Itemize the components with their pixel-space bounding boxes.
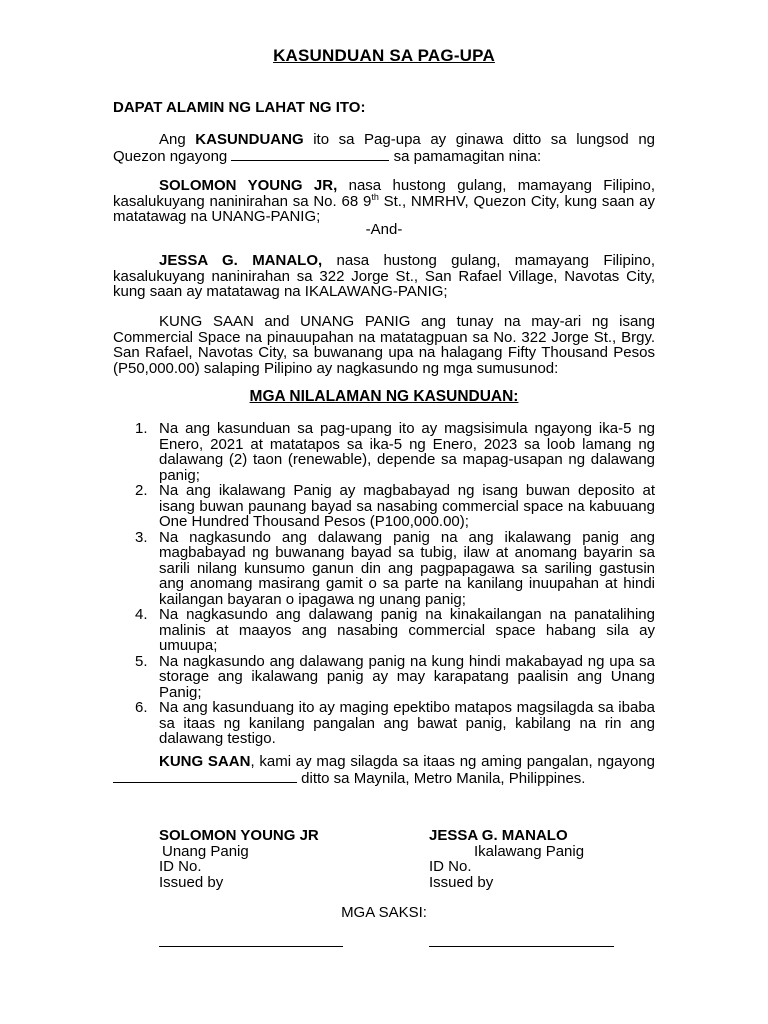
signatory-id: ID No. bbox=[159, 858, 202, 875]
paragraph-opening: Ang KASUNDUANG ito sa Pag-upa ay ginawa ditto sa lungsod ng Quezon ngayong sa pamamagitan nina: bbox=[113, 131, 656, 165]
list-item: 4. Na nagkasundo ang dalawang panig na kinakailangan na panatalihing malinis at maayos ang nasabing commercial space habang sila ay umuupa; bbox=[135, 606, 655, 654]
list-item: 5. Na nagkasundo ang dalawang panig na kung hindi makabayad ng upa sa storage ang ikalawang panig ay may karapatang paalisin ang Unang Panig; bbox=[135, 652, 655, 701]
kasunduang-word: KASUNDUANG bbox=[195, 131, 304, 148]
signing-date-blank-line bbox=[113, 770, 297, 783]
list-item: 3. Na nagkasundo ang dalawang panig na ang ikalawang panig ang magbabayad ng buwanang bayad sa tubig, ilaw at anomang bayarin sa sarili nilang kunsumo ganun din ang pagpapagawa sa sariling gastusin ang anomang masirang gamit o sa parte na kanilang inuupahan at hindi kailangan bayaran o ipagawa ng unang panig; bbox=[135, 528, 655, 608]
signatory-first-party bbox=[159, 828, 319, 890]
kung-saan-word: KUNG SAAN bbox=[159, 753, 251, 770]
terms-list bbox=[113, 421, 655, 747]
witness-signature-line-right bbox=[429, 946, 614, 947]
list-item: 6. Na ang kasunduang ito ay maging epektibo matapos magsilagda sa ibaba sa itaas ng kanilang pangalan ang bawat panig, kabilang na rin ang dalawang testigo. bbox=[135, 699, 655, 747]
signatory-issued-by: Issued by bbox=[429, 873, 494, 891]
paragraph-first-party: SOLOMON YOUNG JR, nasa hustong gulang, mamayang Filipino, kasalukuyang naninirahan sa No. 68 9th St., NMRHV, Quezon City, kung saan ay matatawag na UNANG-PANIG; bbox=[113, 177, 655, 225]
signatory-issued-by: Issued by bbox=[159, 873, 224, 891]
second-party-name: JESSA G. MANALO, bbox=[159, 252, 323, 269]
list-item: 1. Na ang kasunduan sa pag-upang ito ay magsisimula ngayong ika-5 ng Enero, 2021 at matatapos sa ika-5 ng Enero, 2023 sa loob lamang ng dalawang (2) taon (renewable), depende sa mapag-usapan ng dalawang panig; bbox=[135, 420, 655, 484]
signatory-second-party bbox=[429, 828, 584, 890]
terms-heading: MGA NILALAMAN NG KASUNDUAN: bbox=[249, 388, 519, 405]
signatory-name: JESSA G. MANALO bbox=[429, 827, 568, 844]
witness-signature-line-left bbox=[159, 946, 343, 947]
first-party-name: SOLOMON YOUNG JR, bbox=[159, 177, 338, 194]
signatory-id: ID No. bbox=[429, 858, 472, 875]
paragraph-second-party: JESSA G. MANALO, nasa hustong gulang, mamayang Filipino, kasalukuyang naninirahan sa 322 Jorge St., San Rafael Village, Navotas City, kung saan ay matatawag na IKALAWANG-PANIG; bbox=[113, 252, 656, 300]
witnesses-label: MGA SAKSI: bbox=[341, 904, 427, 921]
paragraph-whereas: KUNG SAAN and UNANG PANIG ang tunay na may-ari ng isang Commercial Space na pinauupahan na matatagpuan sa No. 322 Jorge St., Brgy. San Rafael, Navotas City, sa buwanang upa na halagang Fifty Thousand Pesos (P50,000.00) salaping Pilipino ay nagkasundo ng mga sumusunod: bbox=[113, 313, 655, 377]
list-item: 2. Na ang ikalawang Panig ay magbabayad ng isang buwan deposito at isang buwan paunang bayad sa nasabing commercial space na kabuuang One Hundred Thousand Pesos (P100,000.00); bbox=[135, 482, 655, 530]
paragraph-closing: KUNG SAAN, kami ay mag silagda sa itaas ng aming pangalan, ngayong ditto sa Maynila, Metro Manila, Philippines. bbox=[113, 754, 655, 786]
document-title: KASUNDUAN SA PAG-UPA bbox=[273, 46, 495, 65]
signatory-name: SOLOMON YOUNG JR bbox=[159, 827, 319, 844]
signatory-role: Unang Panig bbox=[162, 842, 249, 860]
intro-heading: DAPAT ALAMIN NG LAHAT NG ITO: bbox=[113, 99, 366, 116]
and-separator: -And- bbox=[365, 221, 403, 238]
date-blank-line bbox=[231, 148, 389, 161]
signatory-role: Ikalawang Panig bbox=[474, 842, 585, 860]
